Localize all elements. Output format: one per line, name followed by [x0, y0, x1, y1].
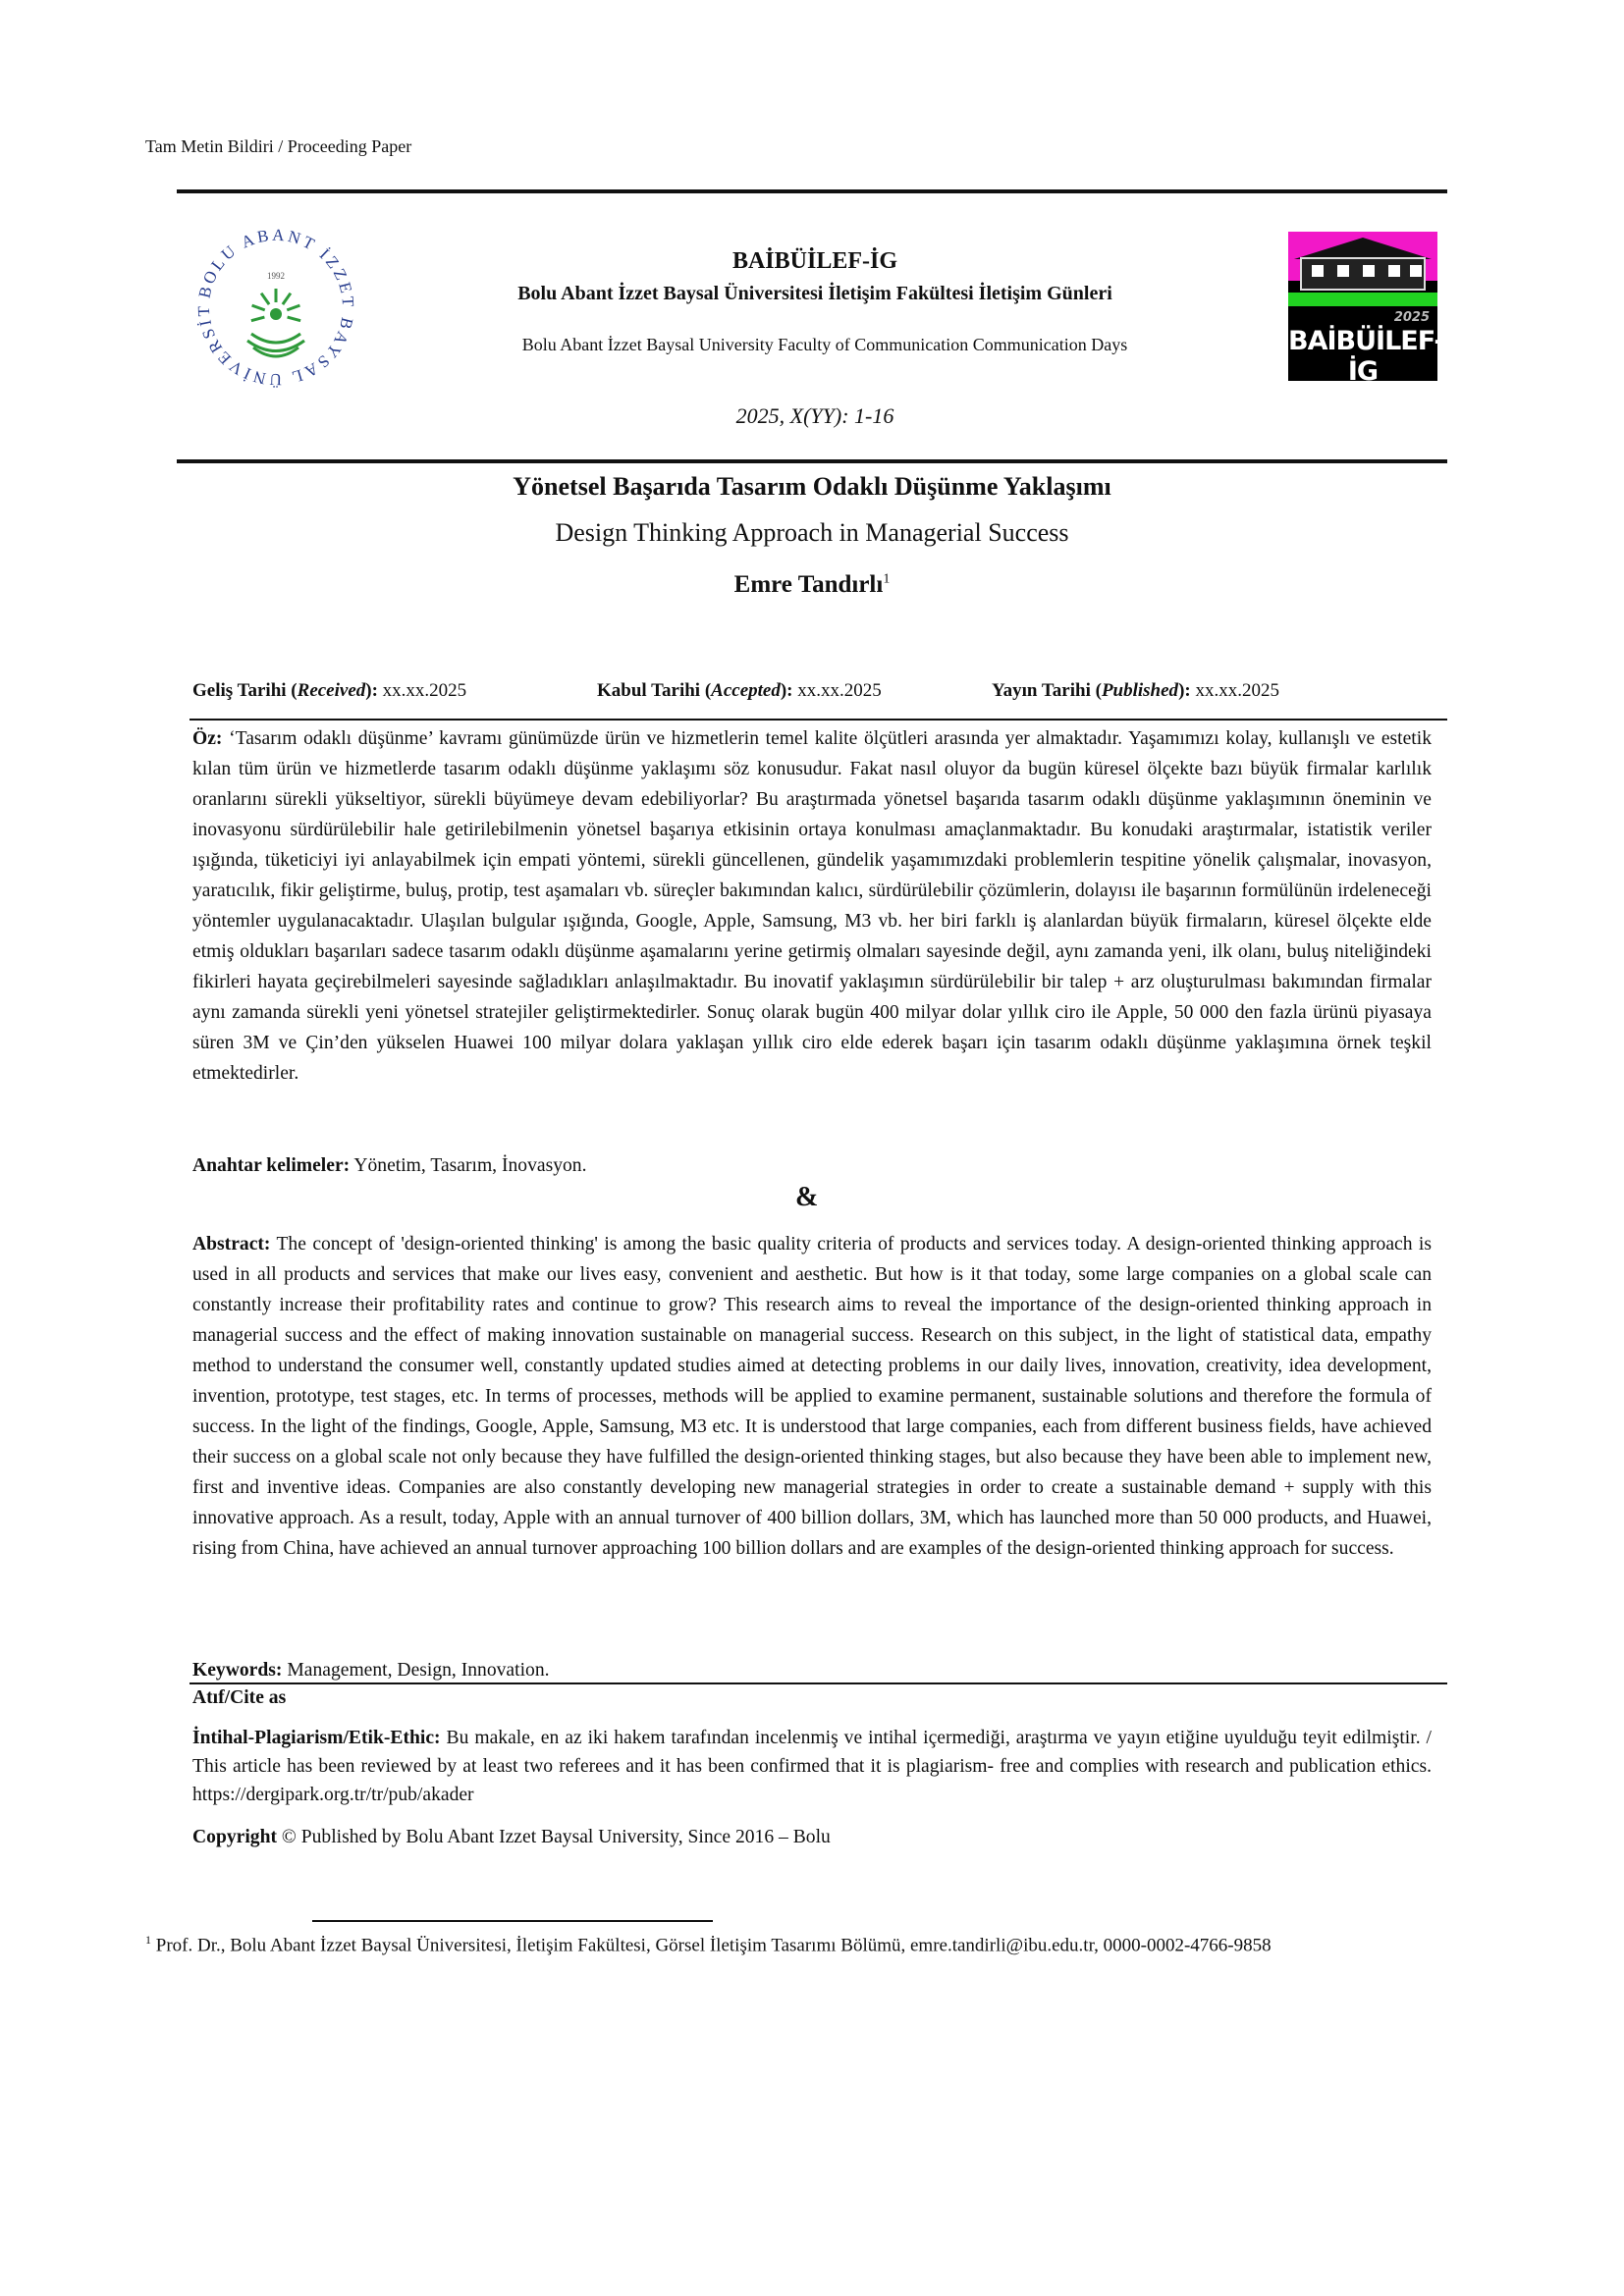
footnote-rule — [312, 1920, 713, 1922]
cite-label: Atıf/Cite as — [192, 1687, 287, 1708]
abstract-text: The concept of 'design-oriented thinking' is among the basic quality criteria of products and services today. A design-oriented thinking approach is used in all products and services that make our lives easy, convenient and aesthetic. But how is it that today, some large companies on a global scale can constantly increase their profitability rates and continue to grow? This research aims to reveal the importance of the design-oriented thinking approach in managerial success and the effect of making innovation sustainable on managerial success. Research on this subject, in the light of statistical data, empathy method to understand the consumer well, constantly updated studies aimed at detecting problems in our daily lives, innovation, creativity, idea development, invention, prototype, test stages, etc. In terms of processes, methods will be applied to examine permanent, sustainable solutions and therefore the formula of success. In the light of the findings, Google, Apple, Samsung, M3 etc. It is understood that large companies, each from different business fields, have achieved their success on a global scale not only because they have fulfilled the design-oriented thinking stages, but also because they have been able to implement new, first and inventive ideas. Companies are also constantly developing new managerial strategies in order to create a sustainable demand + supply with this innovative approach. As a result, today, Apple with an annual turnover of 400 billion dollars, 3M, which has launched more than 50 000 products, and Huawei, rising from China, have achieved an annual turnover approaching 100 billion dollars and are examples of the design-oriented thinking approach for success. — [192, 1234, 1432, 1559]
svg-text:BOLU ABANT İZZET BAYSAL ÜNİVER — [192, 224, 357, 389]
journal-title: BAİBÜİLEF-İG — [731, 248, 898, 274]
published-date: Yayın Tarihi (Published): xx.xx.2025 — [992, 680, 1279, 701]
issue-info: 2025, X(YY): 1-16 — [735, 403, 894, 428]
author-footnote-marker: 1 — [883, 571, 891, 587]
accepted-date: Kabul Tarihi (Accepted): xx.xx.2025 — [597, 680, 882, 701]
section-ampersand: & — [795, 1182, 819, 1212]
plagiarism-statement: İntihal-Plagiarism/Etik-Ethic: Bu makale, en az iki hakem tarafından incelenmiş ve intihal içermediği, araştırma ve yayın etiğine uyulduğu teyit edilmiştir. / This article has been reviewed by at least two referees and it has been confirmed that it is plagiarism- free and complies with research and publication ethics. https://dergipark.org.tr/tr/pub/akader — [192, 1728, 1432, 1805]
oz-paragraph — [192, 723, 1432, 1089]
header-bottom-rule — [177, 459, 1447, 463]
seal-year: 1992 — [267, 271, 285, 281]
abstract-label: Abstract: — [192, 1234, 271, 1255]
conference-logo — [1288, 232, 1444, 387]
logo-brand: BAİBÜİLEF-İG — [1288, 326, 1444, 387]
oz-text: ‘Tasarım odaklı düşünme’ kavramı günümüzde ürün ve hizmetlerin temel kalite ölçütleri arasında yer almaktadır. Yaşamımızı kolay, kullanışlı ve estetik kılan tüm ürün ve hizmetlerde tasarım odaklı düşünme yaklaşımı söz konusudur. Fakat nasıl oluyor da bugün küresel ölçekte bazı büyük firmalar karlılık oranlarını sürekli yükseltiyor, sürekli büyümeye devam edebiliyorlar? Bu araştırmada yönetsel başarıda tasarım odaklı düşünme yaklaşımının öneminin ve inovasyonu sürdürülebilir hale getirilebilmenin yönetsel başarıya etkisinin ortaya konulması amaçlanmaktadır. Bu konudaki araştırmalar, istatistik veriler ışığında, tüketiciyi iyi anlayabilmek için empati yöntemi, sürekli güncellenen, gündelik yaşamımızdaki problemlerin tespitine yönelik çalışmalar, inovasyon, yaratıcılık, fikir geliştirme, buluş, protip, test aşamaları vb. süreçler bakımından kalıcı, sürdürülebilir çözümlerin, dolayısı ile başarının formülünün irdeleneceği yöntemler uygulanacaktadır. Ulaşılan bulgular ışığında, Google, Apple, Samsung, M3 vb. her biri farklı iş alanlardan büyük firmaların, küresel ölçekte elde etmiş oldukları başarıları sadece tasarım odaklı düşünme aşamalarını yerine getirmiş olmaları sayesinde değil, aynı zamanda yeni, ilk olanı, buluş niteliğindeki fikirleri hayata geçirebilmeleri sayesinde sağladıkları anlaşılmaktadır. Bu inovatif yaklaşımın sürdürülebilir bir talep + arz oluşturulması bakımından firmalar aynı zamanda sürekli yeni yönetsel stratejiler geliştirmektedirler. Sonuç olarak bugün 400 milyar dolar yıllık ciro ile Apple, 50 000 den fazla ürünü piyasaya süren 3M ve Çin’den yükselen Huawei 100 milyar dolara yaklaşan yıllık ciro elde ederek başarı için tasarım odaklı düşünme yaklaşımına örnek teşkil etmektedirler. — [192, 728, 1432, 1084]
article-title-en: Design Thinking Approach in Managerial Success — [555, 518, 1069, 547]
journal-name-en: Bolu Abant İzzet Baysal University Faculty of Communication Communication Days — [521, 335, 1128, 354]
university-seal-logo — [192, 224, 359, 391]
oz-label: Öz: — [192, 728, 223, 749]
header-top-rule — [177, 189, 1447, 193]
abstract-keywords: Keywords: Management, Design, Innovation. — [192, 1660, 550, 1681]
author-name-text: Emre Tandırlı — [733, 571, 884, 598]
received-date: Geliş Tarihi (Received): xx.xx.2025 — [192, 680, 467, 701]
running-head: Tam Metin Bildiri / Proceeding Paper — [145, 136, 412, 156]
author-name — [295, 571, 1329, 599]
author-footnote: $^1$ Prof. Dr., Bolu Abant İzzet Baysal Üniversitesi, İletişim Fakültesi, Görsel İletişim Tasarımı Bölümü, emre.tandirli@ibu.edu.tr, 0000-0002-4766-9858 — [145, 1933, 1272, 1956]
copyright-line: Copyright © Published by Bolu Abant Izzet Baysal University, Since 2016 – Bolu — [192, 1827, 831, 1847]
oz-top-rule — [189, 719, 1447, 721]
seal-text: BOLU ABANT İZZET BAYSAL ÜNİVERSİT — [193, 225, 358, 390]
logo-year: 2025 — [1393, 310, 1430, 325]
oz-keywords: Anahtar kelimeler: Yönetim, Tasarım, İnovasyon. — [192, 1155, 587, 1176]
dates-row — [192, 680, 1432, 706]
article-title-tr: Yönetsel Başarıda Tasarım Odaklı Düşünme Yaklaşımı — [513, 472, 1111, 501]
abstract-paragraph — [192, 1229, 1432, 1564]
journal-name-tr: Bolu Abant İzzet Baysal Üniversitesi İletişim Fakültesi İletişim Günleri — [517, 283, 1112, 304]
